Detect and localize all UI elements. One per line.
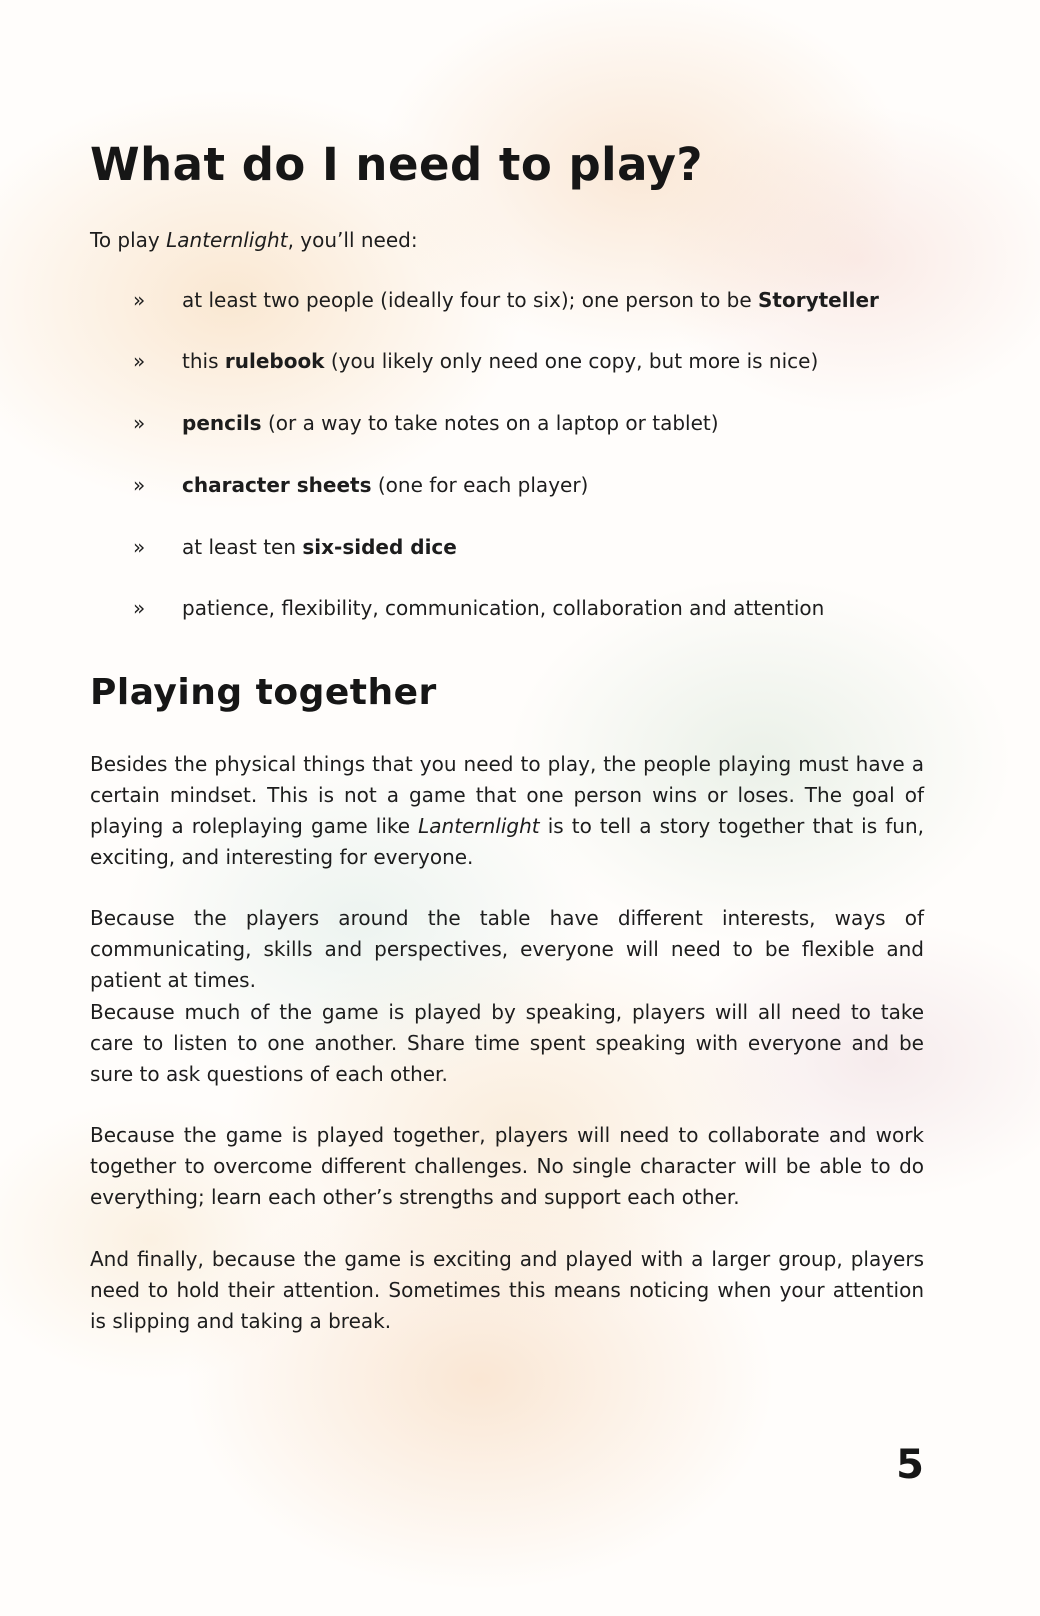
list-item-text-post: (or a way to take notes on a laptop or tablet) [261, 411, 719, 435]
bullet-marker: » [133, 596, 146, 620]
paragraph-collaboration: Because the game is played together, players will need to collaborate and work together to overcome different challenges. No single character will be able to do everything; learn each other’s strengths and support each other. [90, 1123, 924, 1209]
intro-line [90, 225, 418, 255]
list-item-text-bold: rulebook [224, 349, 325, 373]
section-heading-playing-together: Playing together [90, 672, 437, 713]
list-item [0, 285, 1040, 315]
intro-text-after: , you’ll need: [287, 228, 418, 252]
list-item-text [182, 285, 879, 315]
list-item-text-bold: character sheets [182, 473, 372, 497]
list-item-text [182, 408, 719, 438]
bullet-marker: » [133, 535, 146, 559]
bullet-marker: » [133, 288, 146, 312]
list-item [0, 593, 1040, 623]
list-item-text [182, 470, 588, 500]
game-title-italic: Lanternlight [166, 228, 288, 252]
list-item [0, 532, 1040, 562]
paragraph-mindset [90, 749, 924, 873]
paragraph-text-after: is to tell a story together that is fun, exciting, and interesting for everyone. [90, 814, 924, 869]
list-item-text-post: (one for each player) [371, 473, 589, 497]
list-item-text [182, 346, 818, 376]
list-item [0, 408, 1040, 438]
list-item-text-bold: pencils [182, 411, 262, 435]
paragraph-text-before: Besides the physical things that you need to play, the people playing must have a certain mindset. This is not a game that one person wins or loses. The goal of playing a roleplaying game like [90, 752, 924, 838]
intro-text-before: To play [90, 228, 167, 252]
game-title-italic: Lanternlight [418, 814, 540, 838]
bullet-marker: » [133, 349, 146, 373]
list-item [0, 470, 1040, 500]
paragraph-flexibility: Because the players around the table have different interests, ways of communicating, skills and perspectives, everyone will need to be flexible and patient at times. [90, 906, 924, 992]
list-item-text-pre: this [182, 349, 225, 373]
page-number: 5 [896, 1442, 924, 1488]
list-item-text-bold: six-sided dice [302, 535, 457, 559]
bullet-marker: » [133, 473, 146, 497]
section-heading-what-do-i-need: What do I need to play? [90, 138, 704, 191]
list-item-text [182, 532, 457, 562]
list-item-text-pre: at least ten [182, 535, 303, 559]
bullet-marker: » [133, 411, 146, 435]
list-item-text-pre: at least two people (ideally four to six); one person to be [182, 288, 759, 312]
paragraph-communication: Because much of the game is played by speaking, players will all need to take care to listen to one another. Share time spent speaking with everyone and be sure to ask questions of each other. [90, 1000, 924, 1086]
list-item-text-post: (you likely only need one copy, but more is nice) [324, 349, 819, 373]
paragraph-attention: And finally, because the game is exciting and played with a larger group, players need to hold their attention. Sometimes this means noticing when your attention is slipping and taking a break. [90, 1247, 924, 1333]
list-item-text-bold: Storyteller [758, 288, 879, 312]
list-item-text-pre: patience, flexibility, communication, collaboration and attention [182, 596, 825, 620]
list-item-text [182, 593, 824, 623]
list-item [0, 346, 1040, 376]
